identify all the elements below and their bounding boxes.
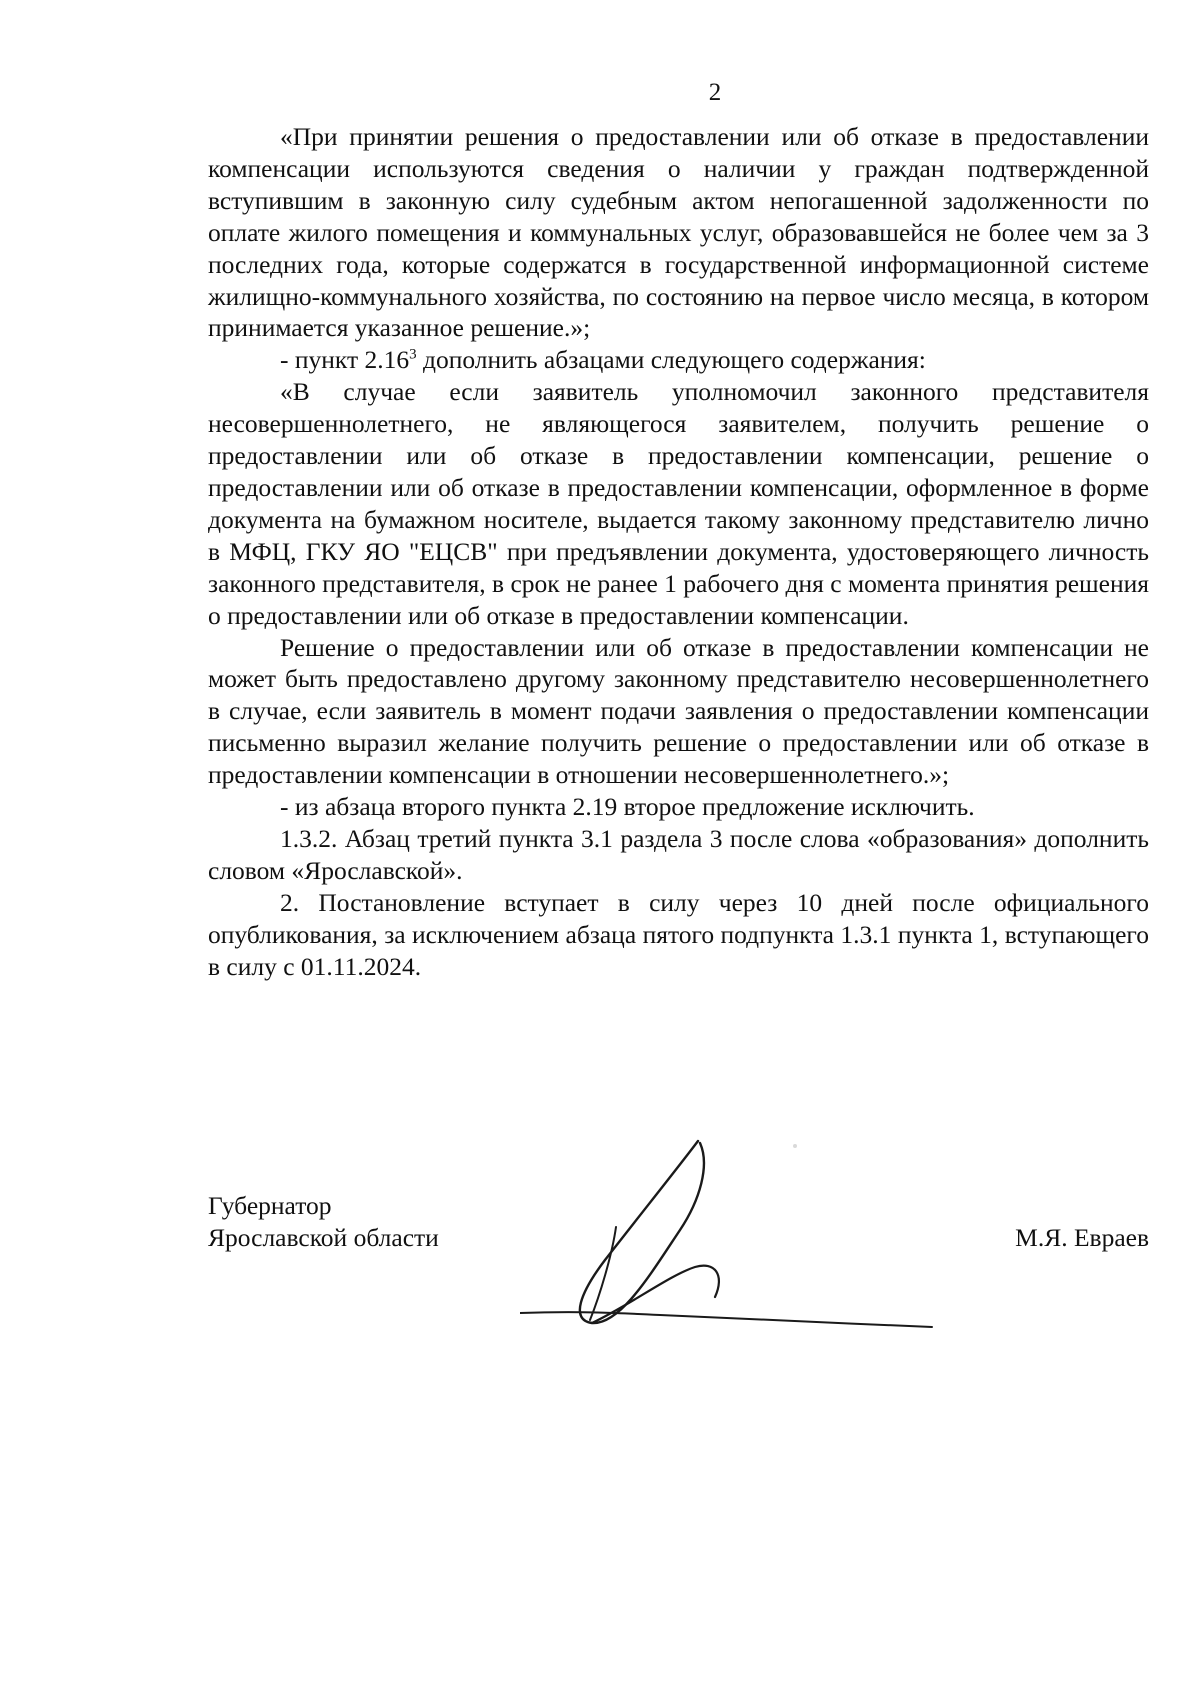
signature-inner-stroke — [590, 1227, 616, 1320]
paragraph-4: Решение о предоставлении или об отказе в предоставлении компенсации не может быть предоставлено другому законному представителю несовершеннолетнего в случае, если заявитель в момент подачи заявления о предоставлении компенсации письменно выразил желание получить решение о предоставлении или об отказе в предоставлении компенсации в отношении несовершеннолетнего.»; — [208, 632, 1149, 790]
handwritten-signature — [520, 1135, 940, 1335]
scan-speck — [793, 1144, 797, 1148]
signer-title-line-1: Губернатор — [208, 1191, 332, 1220]
paragraph-2-text-after: дополнить абзацами следующего содержания: — [416, 345, 926, 375]
page-number: 2 — [708, 79, 722, 106]
paragraph-1: «При принятии решения о предоставлении или об отказе в предоставлении компенсации используются сведения о наличии у граждан подтвержденной вступившим в законную силу судебным актом непогашенной задолженности по оплате жилого помещения и коммунальных услуг, образовавшейся не более чем за 3 последних года, которые содержатся в государственной информационной системе жилищно-коммунального хозяйства, по состоянию на первое число месяца, в котором принимается указанное решение.»; — [208, 122, 1149, 343]
paragraph-3: «В случае если заявитель уполномочил законного представителя несовершеннолетнего, не являющегося заявителем, получить решение о предоставлении или об отказе в предоставлении компенсации, решение о предоставлении или об отказе в предоставлении компенсации, оформленное в форме документа на бумажном носителе, выдается такому законному представителю лично в МФЦ, ГКУ ЯО "ЕЦСВ" при предъявлении документа, удостоверяющего личность законного представителя, в срок не ранее 1 рабочего дня с момента принятия решения о предоставлении или об отказе в предоставлении компенсации. — [208, 377, 1149, 630]
superscript-3: 3 — [409, 346, 417, 363]
signature-underline-stroke — [520, 1312, 932, 1327]
document-body — [208, 121, 1149, 982]
signer-title — [208, 1190, 439, 1254]
signer-name: М.Я. Евраев — [1015, 1223, 1149, 1252]
paragraph-2-text-before: - пункт 2.16 — [280, 345, 410, 375]
paragraph-7: 2. Постановление вступает в силу через 10 дней после официального опубликования, за исключением абзаца пятого подпункта 1.3.1 пункта 1, вступающего в силу с 01.11.2024. — [208, 887, 1149, 981]
paragraph-5: - из абзаца второго пункта 2.19 второе предложение исключить. — [280, 792, 975, 822]
paragraph-6: 1.3.2. Абзац третий пункта 3.1 раздела 3 после слова «образования» дополнить словом «Ярославской». — [208, 823, 1149, 885]
signer-title-line-2: Ярославской области — [208, 1223, 439, 1252]
paragraph-2 — [208, 344, 1149, 376]
